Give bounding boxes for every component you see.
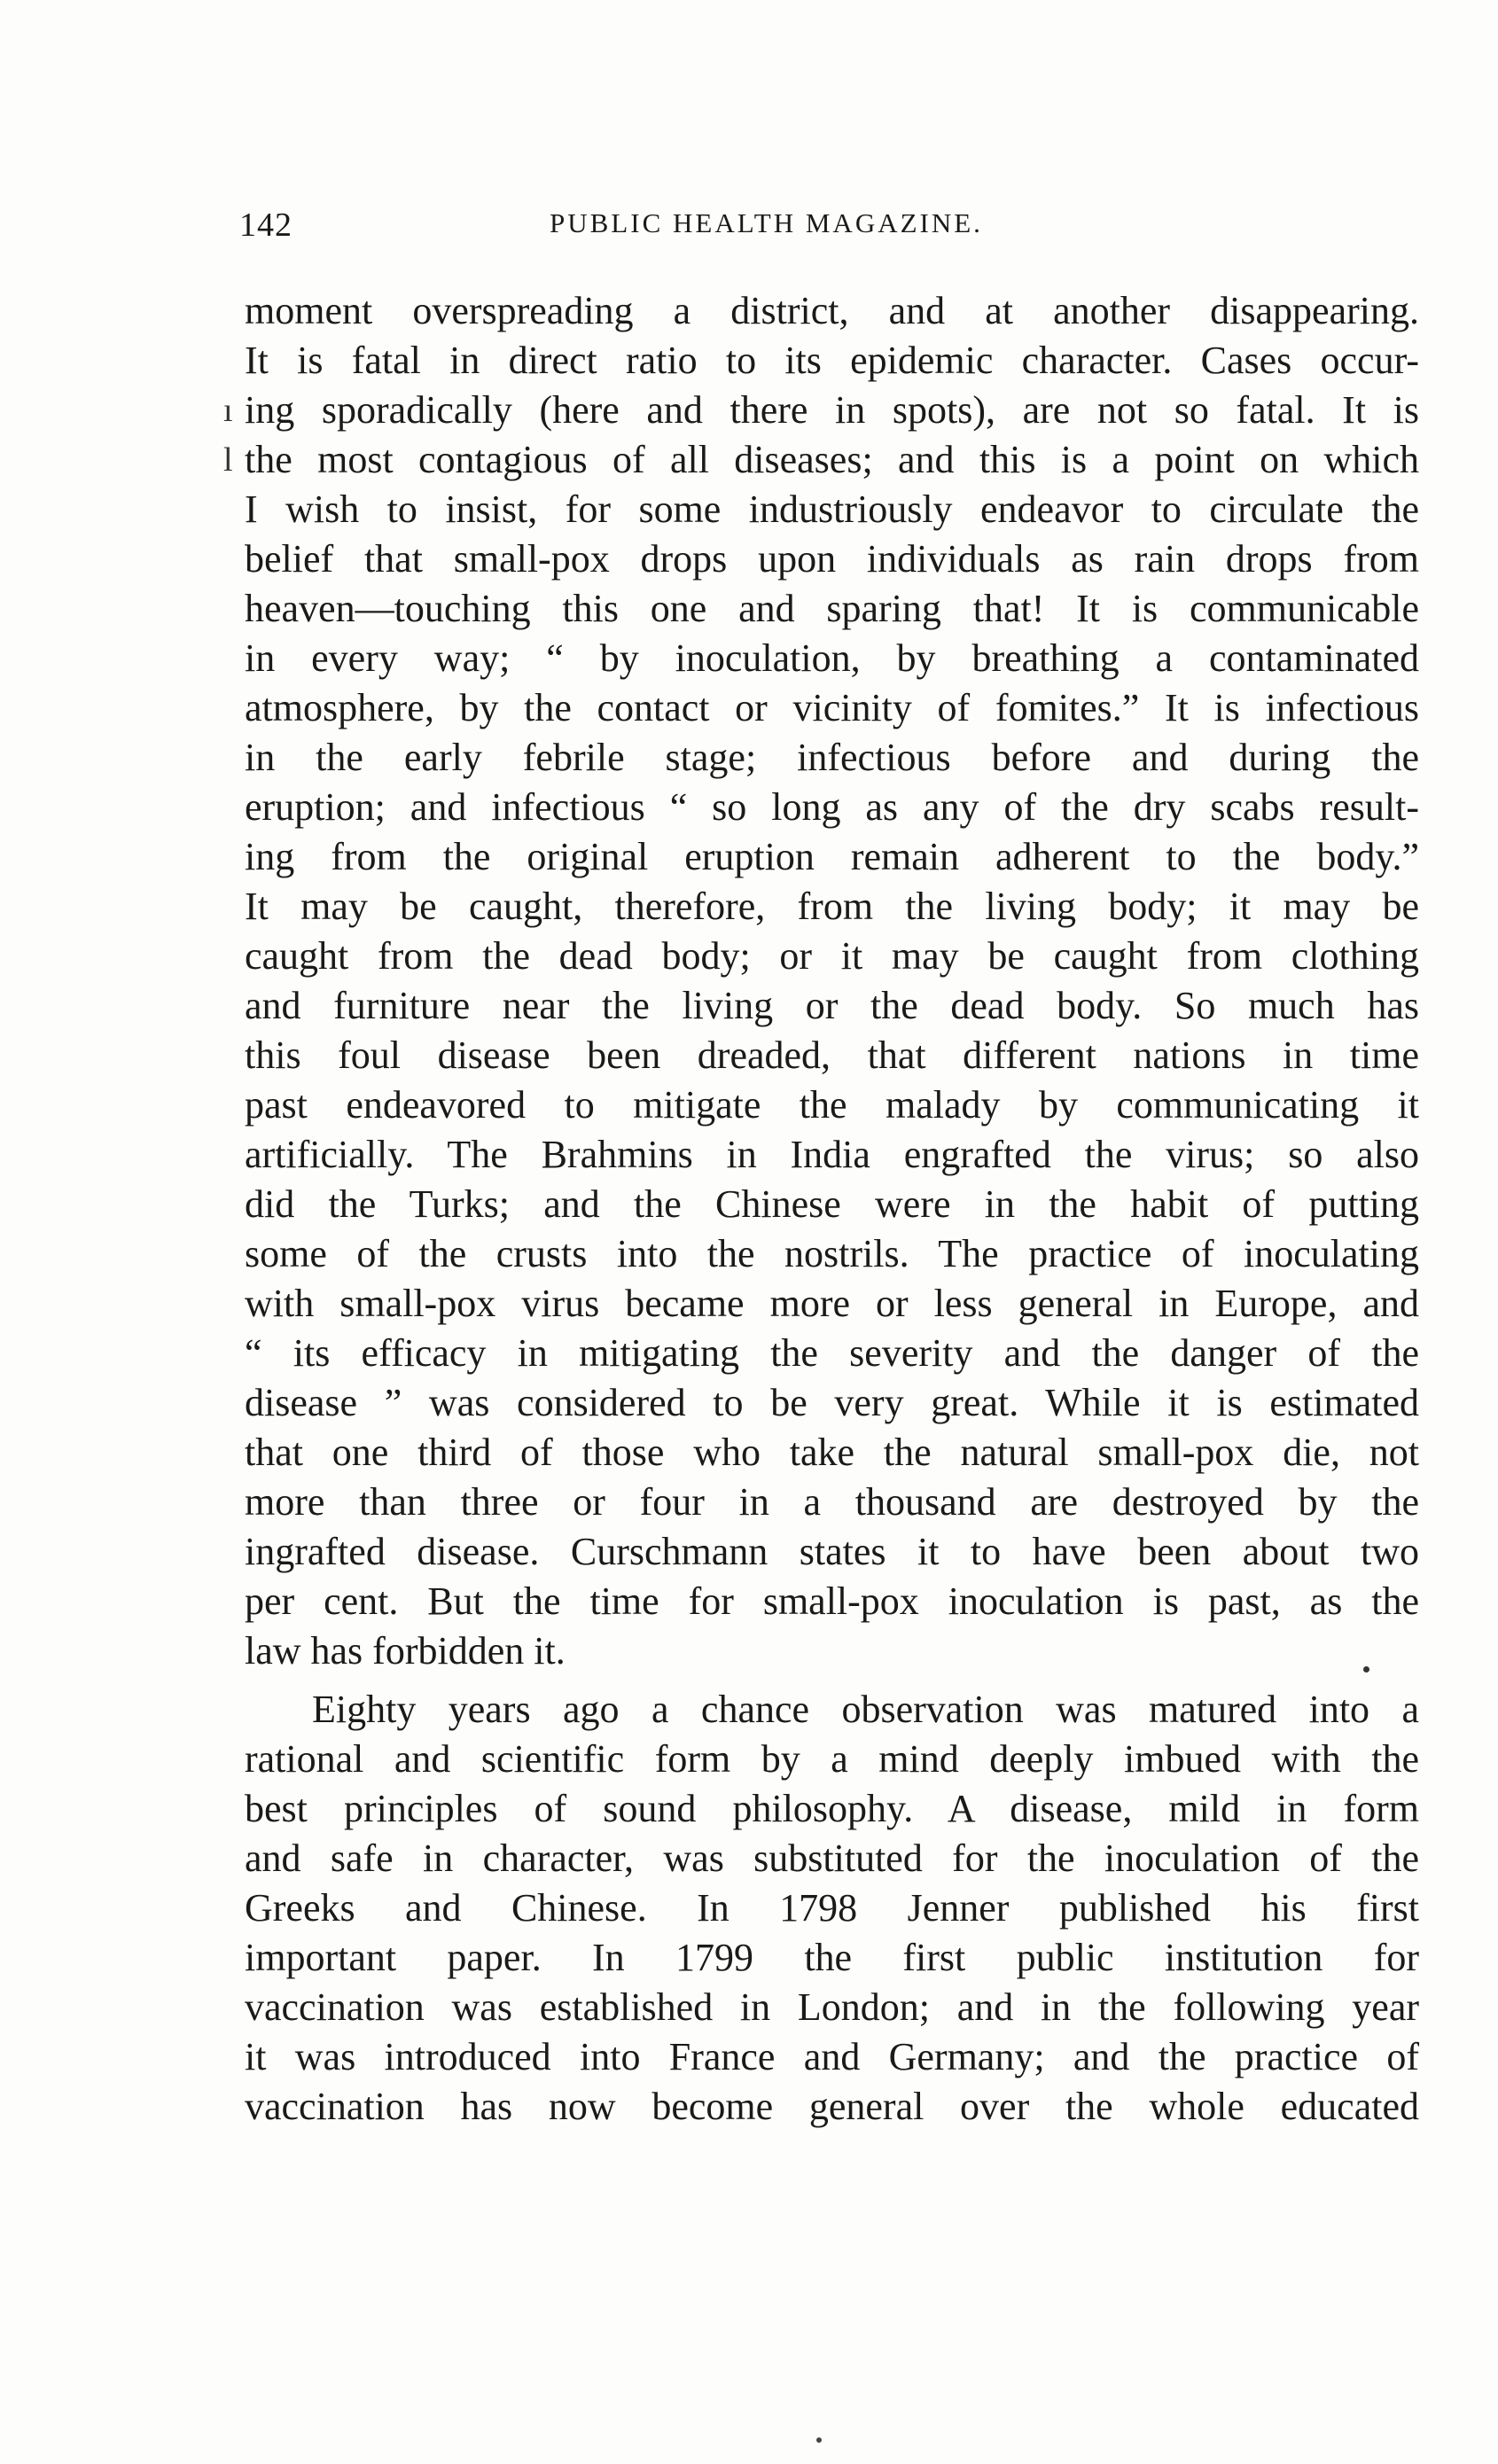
text-line-with-margin-mark — [223, 386, 1419, 435]
text-line: this foul disease been dreaded, that different nations in time — [245, 1033, 1419, 1077]
text-line: more than three or four in a thousand are destroyed by the — [245, 1480, 1419, 1524]
text-line: in every way; “ by inoculation, by breathing a contaminated — [245, 636, 1419, 680]
text-line: and furniture near the living or the dead body. So much has — [245, 984, 1419, 1027]
margin-mark: l — [223, 441, 233, 479]
running-head — [239, 206, 1418, 250]
text-line: It is fatal in direct ratio to its epidemic character. Cases occur- — [245, 339, 1419, 382]
footer-print-mark — [816, 2437, 822, 2443]
text-line: some of the crusts into the nostrils. The practice of inoculating — [245, 1232, 1419, 1275]
text-line: Greeks and Chinese. In 1798 Jenner published his first — [245, 1886, 1419, 1930]
text-line: Eighty years ago a chance observation was matured into a — [312, 1688, 1419, 1731]
text-line: and safe in character, was substituted for the inoculation of the — [245, 1836, 1419, 1880]
journal-title: PUBLIC HEALTH MAGAZINE. — [550, 207, 983, 238]
text-line: It may be caught, therefore, from the living body; it may be — [245, 885, 1419, 928]
text-line: past endeavored to mitigate the malady by communicating it — [245, 1083, 1419, 1127]
text-line: that one third of those who take the natural small-pox die, not — [245, 1431, 1419, 1474]
text-line: ing sporadically (here and there in spots), are not so fatal. It is — [245, 388, 1419, 432]
text-line: caught from the dead body; or it may be caught from clothing — [245, 934, 1419, 978]
text-line: eruption; and infectious “ so long as any of the dry scabs result- — [245, 785, 1419, 829]
text-line: rational and scientific form by a mind deeply imbued with the — [245, 1737, 1419, 1781]
text-line: the most contagious of all diseases; and this is a point on which — [245, 438, 1419, 481]
text-line: law has forbidden it. — [245, 1629, 566, 1673]
paragraph-1 — [223, 286, 1419, 1676]
margin-mark: ı — [223, 392, 233, 429]
stray-print-mark — [1363, 1666, 1369, 1673]
text-line: disease ” was considered to be very great. While it is estimated — [245, 1381, 1419, 1424]
text-line: artificially. The Brahmins in India engrafted the virus; so also — [245, 1133, 1419, 1176]
body-text — [223, 286, 1419, 2132]
paragraph-2 — [245, 1685, 1419, 2132]
text-line: moment overspreading a district, and at another disappearing. — [245, 289, 1419, 332]
text-line: important paper. In 1799 the first public institution for — [245, 1936, 1419, 1979]
text-line: did the Turks; and the Chinese were in the habit of putting — [245, 1182, 1419, 1226]
text-line: belief that small-pox drops upon individuals as rain drops from — [245, 537, 1419, 581]
text-line: ingrafted disease. Curschmann states it to have been about two — [245, 1530, 1419, 1573]
text-line: ing from the original eruption remain adherent to the body.” — [245, 835, 1419, 878]
text-line: it was introduced into France and Germany; and the practice of — [245, 2035, 1419, 2078]
text-line: in the early febrile stage; infectious before and during the — [245, 736, 1419, 779]
text-line: “ its efficacy in mitigating the severity and the danger of the — [245, 1331, 1419, 1375]
text-line: heaven—touching this one and sparing that! It is communicable — [245, 587, 1419, 630]
text-line: per cent. But the time for small-pox inoculation is past, as the — [245, 1579, 1419, 1623]
text-line-with-margin-mark — [223, 435, 1419, 485]
text-line: vaccination was established in London; and in the following year — [245, 1985, 1419, 2029]
paragraph-gap — [245, 1676, 1419, 1685]
text-line: I wish to insist, for some industriously endeavor to circulate the — [245, 487, 1419, 531]
page-number: 142 — [239, 207, 293, 244]
text-line: with small-pox virus became more or less general in Europe, and — [245, 1282, 1419, 1325]
text-line: best principles of sound philosophy. A disease, mild in form — [245, 1787, 1419, 1830]
text-line: vaccination has now become general over the whole educated — [245, 2085, 1419, 2128]
text-line: atmosphere, by the contact or vicinity of fomites.” It is infectious — [245, 686, 1419, 729]
